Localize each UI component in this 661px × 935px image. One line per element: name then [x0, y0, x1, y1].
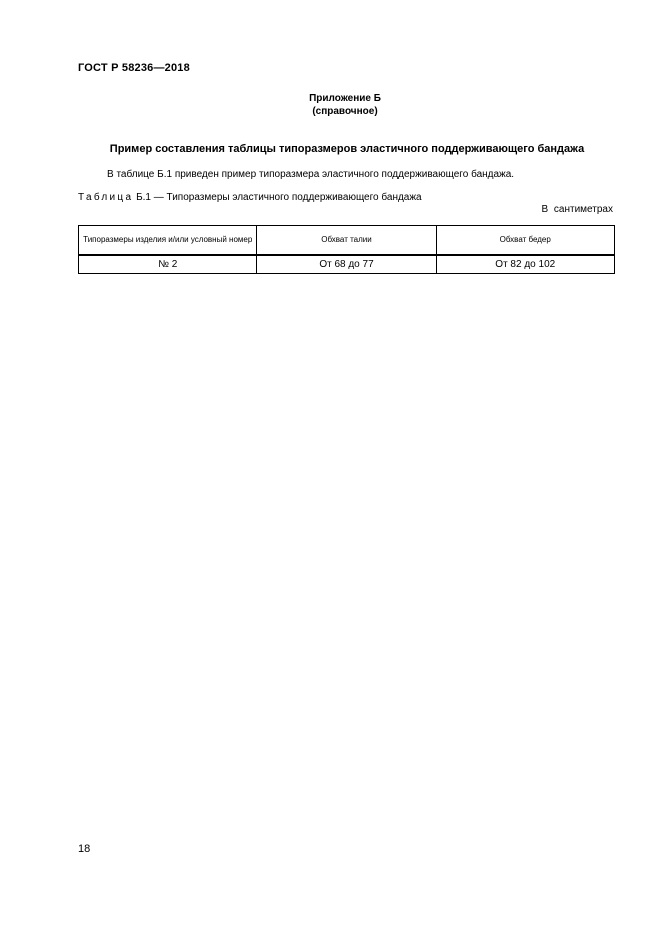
cell-hip-girth: От 82 до 102 [436, 255, 615, 274]
table-row [79, 255, 615, 274]
table-caption-text: Б.1 — Типоразмеры эластичного поддерживающего бандажа [136, 192, 422, 203]
cell-waist-girth: От 68 до 77 [257, 255, 436, 274]
page-number: 18 [78, 843, 91, 855]
sizes-table [78, 225, 615, 274]
table-caption [78, 192, 422, 203]
cell-size-number: № 2 [79, 255, 257, 274]
section-title: Пример составления таблицы типоразмеров эластичного поддерживающего бандажа [109, 143, 585, 155]
table-units: В сантиметрах [541, 204, 613, 215]
header-size-number: Типоразмеры изделия и/или условный номер [79, 226, 257, 256]
table-caption-prefix: Таблица [78, 192, 134, 203]
intro-paragraph: В таблице Б.1 приведен пример типоразмера эластичного поддерживающего бандажа. [107, 169, 515, 180]
header-hip-girth: Обхват бедер [436, 226, 615, 256]
document-code: ГОСТ Р 58236—2018 [78, 62, 190, 74]
table-header-row [79, 226, 615, 256]
appendix-title: Приложение Б [309, 93, 381, 104]
appendix-heading [0, 92, 661, 118]
appendix-note: (справочное) [312, 106, 378, 117]
header-waist-girth: Обхват талии [257, 226, 436, 256]
